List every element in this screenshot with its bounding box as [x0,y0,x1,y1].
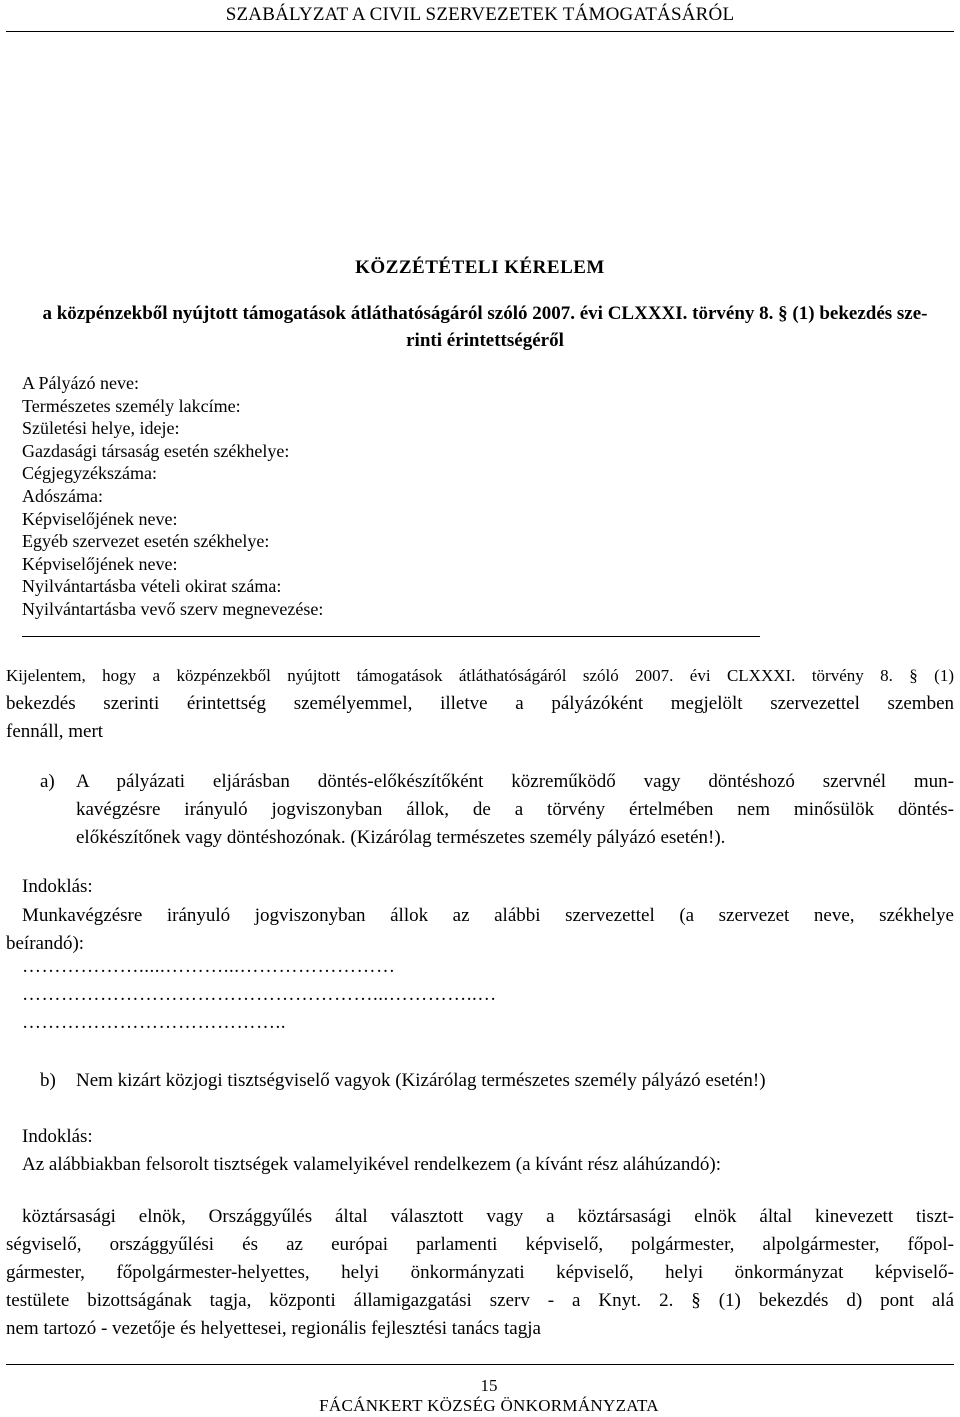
field-szerv-megnevezese: Nyilvántartásba vevő szerv megnevezése: [22,599,324,619]
field-szuletesi-hely: Születési helye, ideje: [22,418,180,438]
field-egyeb-szekhely: Egyéb szervezet esetén székhelye: [22,531,270,551]
indoklas-b-label: Indoklás: [22,1126,93,1147]
positions-line-1: köztársasági elnök, Országgyűlés által választott vagy a köztársasági elnök által kinevezett tiszt- [22,1206,954,1227]
subtitle-line-2: rinti érintettségéről [406,330,564,351]
field-cegjegyzekszam: Cégjegyzékszáma: [22,463,157,483]
indoklas-b-text: Az alábbiakban felsorolt tisztségek valamelyikével rendelkezem (a kívánt rész aláhúzandó): [22,1154,722,1175]
declaration-line-3: fennáll, mert [6,721,104,742]
item-a-line-3: előkészítőnek vagy döntéshozónak. (Kizárólag természetes személy pályázó esetén!). [76,827,726,848]
positions-paragraph [6,1203,954,1343]
document-title: KÖZZÉTÉTELI KÉRELEM [355,257,605,278]
running-header: SZABÁLYZAT A CIVIL SZERVEZETEK TÁMOGATÁSÁRÓL [225,4,735,25]
running-footer: FÁCÁNKERT KÖZSÉG ÖNKORMÁNYZATA [319,1396,659,1415]
item-a-text [76,768,954,852]
document-subtitle [20,300,950,354]
declaration-line-1: Kijelentem, hogy a közpénzekből nyújtott támogatások átláthatóságáról szóló 2007. évi CLXXXI. törvény 8. § (1) [6,666,954,685]
field-okirat-szama: Nyilvántartásba vételi okirat száma: [22,576,282,596]
page-number: 15 [480,1376,498,1395]
item-a-line-1: A pályázati eljárásban döntés-előkészítőként közreműködő vagy döntéshozó szervnél mun- [76,771,954,792]
item-b-text: Nem kizárt közjogi tisztségviselő vagyok (Kizárólag természetes személy pályázó esetén!) [76,1070,766,1091]
field-kepviselo-neve-1: Képviselőjének neve: [22,509,178,529]
fill-in-dots-2: ………………………………………………...…………..… [22,984,497,1005]
indoklas-a-line-2: beírandó): [6,933,85,954]
declaration-line-2: bekezdés szerinti érintettség személyemmel, illetve a pályázóként megjelölt szervezettel szemben [6,693,954,714]
subtitle-line-1: a közpénzekből nyújtott támogatások átláthatóságáról szóló 2007. évi CLXXXI. törvény 8. § (1) bekezdés sze- [42,303,928,324]
field-gt-szekhely: Gazdasági társaság esetén székhelye: [22,441,290,461]
footer-rule [6,1364,954,1365]
field-lakcim: Természetes személy lakcíme: [22,396,241,416]
signature-line [22,636,760,637]
field-adoszam: Adószáma: [22,486,103,506]
indoklas-a-label: Indoklás: [22,876,93,897]
field-kepviselo-neve-2: Képviselőjének neve: [22,554,178,574]
item-a-line-2: kavégzésre irányuló jogviszonyban állok, de a törvény értelmében nem minősülök döntés- [76,799,954,820]
positions-line-5: nem tartozó - vezetője és helyettesei, regionális fejlesztési tanács tagja [6,1318,541,1339]
fill-in-dots-3: ………………………………….. [22,1012,286,1033]
declaration-paragraph [6,662,954,746]
positions-line-4: testülete bizottságának tagja, központi államigazgatási szerv - a Knyt. 2. § (1) bekezdés d) pont alá [6,1290,954,1311]
positions-line-2: ségviselő, országgyűlési és az európai parlamenti képviselő, polgármester, alpolgármester, főpol- [6,1234,954,1255]
item-b-marker: b) [40,1070,56,1091]
item-a-marker: a) [40,771,55,792]
positions-line-3: gármester, főpolgármester-helyettes, helyi önkormányzati képviselő, helyi önkormányzat képviselő- [6,1262,954,1283]
indoklas-a-text [6,902,954,958]
field-palyazo-neve: A Pályázó neve: [22,373,139,393]
fill-in-dots-1: ……………….....………...…………………… [22,956,396,977]
indoklas-a-line-1: Munkavégzésre irányuló jogviszonyban állok az alábbi szervezettel (a szervezet neve, székhelye [22,905,954,926]
header-rule [6,31,954,32]
